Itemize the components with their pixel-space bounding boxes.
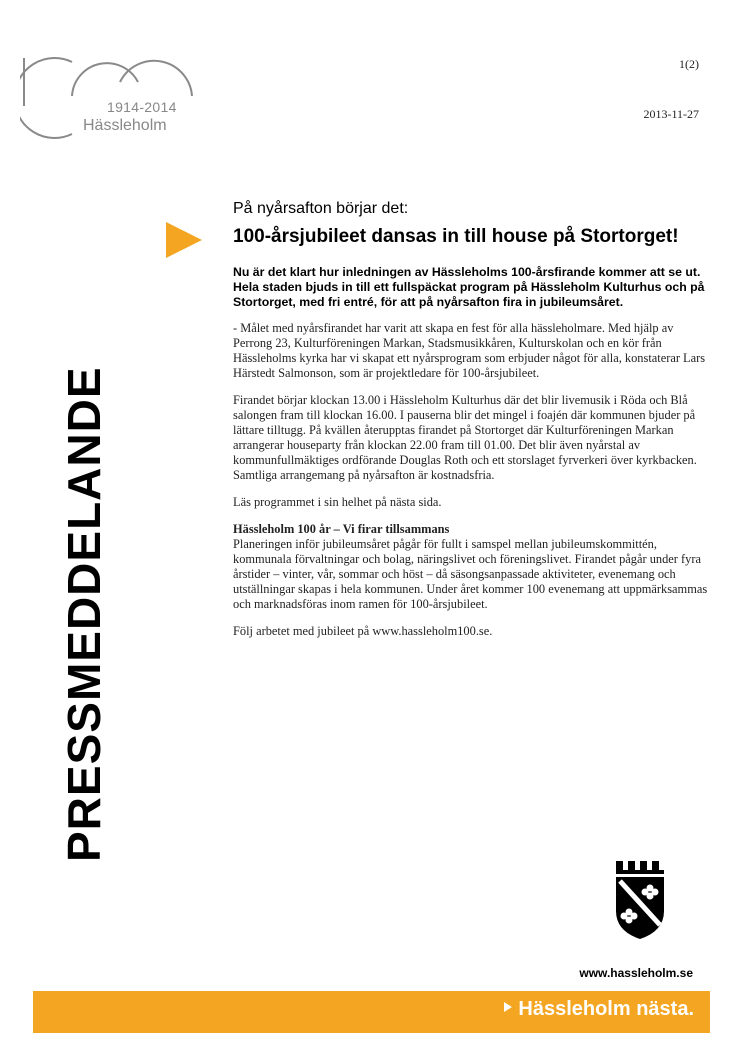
slogan bbox=[504, 998, 694, 1021]
article-paragraph: Firandet börjar klockan 13.00 i Hässleholm Kulturhus där det blir livemusik i Röda och Blå salongen fram till klockan 16.00. I pauserna blir det mingel i foajén där kommunen bjuder på lättare tilltugg. På kvällen återupptas firandet på Stortorget där Kulturföreningen Markan arrangerar houseparty från klockan 22.00 fram till 01.00. Det blir även nyårstal av kommunfullmäktiges ordförande Douglas Roth och ett storslaget fyrverkeri över kyrkbacken. Samtliga arrangemang på nyårsafton är kostnadsfria. bbox=[233, 393, 697, 482]
page-number: 1(2) bbox=[679, 57, 699, 71]
coat-of-arms-icon bbox=[612, 861, 668, 941]
slogan-arrow-icon bbox=[504, 1002, 512, 1012]
play-arrow-icon bbox=[166, 222, 202, 258]
website-link[interactable]: www.hassleholm.se bbox=[579, 966, 693, 980]
footer-banner bbox=[33, 991, 710, 1033]
article bbox=[233, 200, 713, 651]
slogan-text: Hässleholm nästa. bbox=[518, 998, 694, 1020]
article-kicker: På nyårsafton börjar det: bbox=[233, 200, 409, 217]
document-date: 2013-11-27 bbox=[643, 107, 699, 121]
article-paragraph: Planeringen inför jubileumsåret pågår för fullt i samspel mellan jubileumskommittén, kommunala förvaltningar och bolag, näringslivet och föreningslivet. Firandet pågår under fyra årstider – vinter, vår, sommar och höst – då säsongsanpassade aktiviteter, evenemang och utställningar skapas i hela kommunen. Under året kommer 100 evenemang att uppmärksammas och marknadsföras inom ramen för 100-årsjubileet. bbox=[233, 537, 708, 611]
press-release-label: PRESSMEDDELANDE bbox=[58, 366, 110, 862]
logo-years: 1914-2014 bbox=[107, 99, 177, 115]
article-lead: Nu är det klart hur inledningen av Hässleholms 100-årsfirande kommer att se ut. Hela staden bjuds in till ett fullspäckat program på Hässleholm Kulturhus och på Stortorget, med fri entré, för att på nyårsafton fira in jubileumsåret. bbox=[233, 265, 705, 309]
section-heading: Hässleholm 100 år – Vi firar tillsammans bbox=[233, 522, 450, 536]
logo-city: Hässleholm bbox=[83, 117, 167, 134]
article-paragraph: Läs programmet i sin helhet på nästa sida. bbox=[233, 495, 442, 509]
article-paragraph: - Målet med nyårsfirandet har varit att skapa en fest för alla hässleholmare. Med hjälp av Perrong 23, Kulturföreningen Markan, Stadsmusikkåren, Kulturskolan och en kör från Hässleholms kyrka har vi skapat ett nyårsprogram som erbjuder något för alla, konstaterar Lars Härstedt Salmonson, som är projektledare för 100-årsjubileet. bbox=[233, 321, 706, 380]
article-paragraph: Följ arbetet med jubileet på www.hassleholm100.se. bbox=[233, 624, 493, 638]
article-headline: 100-årsjubileet dansas in till house på Stortorget! bbox=[233, 226, 679, 247]
article-section bbox=[233, 522, 713, 612]
